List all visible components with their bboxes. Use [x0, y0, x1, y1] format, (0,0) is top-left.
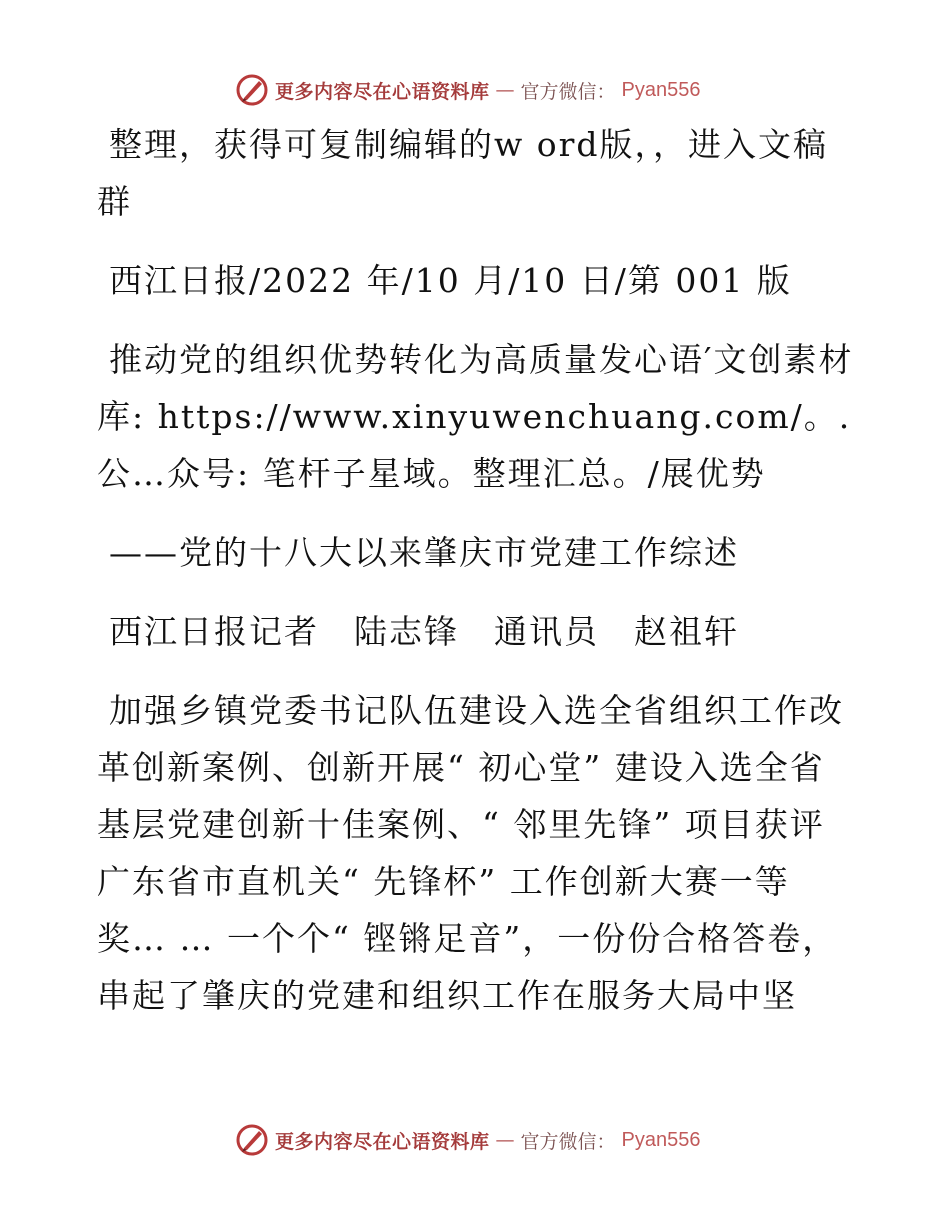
quill-logo-icon	[235, 1123, 269, 1157]
watermark-id: Pyan556	[621, 1128, 701, 1151]
paragraph-subtitle: ——党的十八大以来肇庆市党建工作综述	[109, 533, 739, 572]
watermark-main-text: 更多内容尽在心语资料库	[275, 1130, 490, 1153]
watermark-id: Pyan556	[621, 78, 701, 101]
quill-logo-icon	[235, 73, 269, 107]
paragraph-title: 推动党的组织优势转化为高质量发心语′文创素材库: https://www.xinyuwenchuang.com/。.公…众号: 笔杆子星域。整理汇总。/展优势	[97, 340, 854, 493]
watermark-label: 官方微信：	[520, 1130, 616, 1153]
watermark-main-text: 更多内容尽在心语资料库	[275, 80, 490, 103]
watermark-footer	[235, 1122, 701, 1158]
watermark-separator: —	[495, 79, 515, 101]
paragraph-note: 整理，获得可复制编辑的w ord版，，进入文稿群	[97, 125, 829, 221]
watermark-separator: —	[495, 1129, 515, 1151]
paragraph-body: 加强乡镇党委书记队伍建设入选全省组织工作改革创新案例、创新开展“ 初心堂” 建设入选全省基层党建创新十佳案例、“ 邻里先锋” 项目获评广东省市直机关“ 先锋杯” 工作创新大赛一等奖… … 一个个“ 铿锵足音”，一份份合格答卷，串起了肇庆的党建和组织工作在服务大局中坚	[97, 691, 844, 1015]
paragraph-source: 西江日报/2022 年/10 月/10 日/第 001 版	[109, 261, 792, 300]
document-body	[97, 116, 857, 1024]
watermark-label: 官方微信：	[520, 80, 616, 103]
watermark-header	[235, 72, 701, 108]
paragraph-byline: 西江日报记者 陆志锋 通讯员 赵祖轩	[109, 612, 739, 651]
